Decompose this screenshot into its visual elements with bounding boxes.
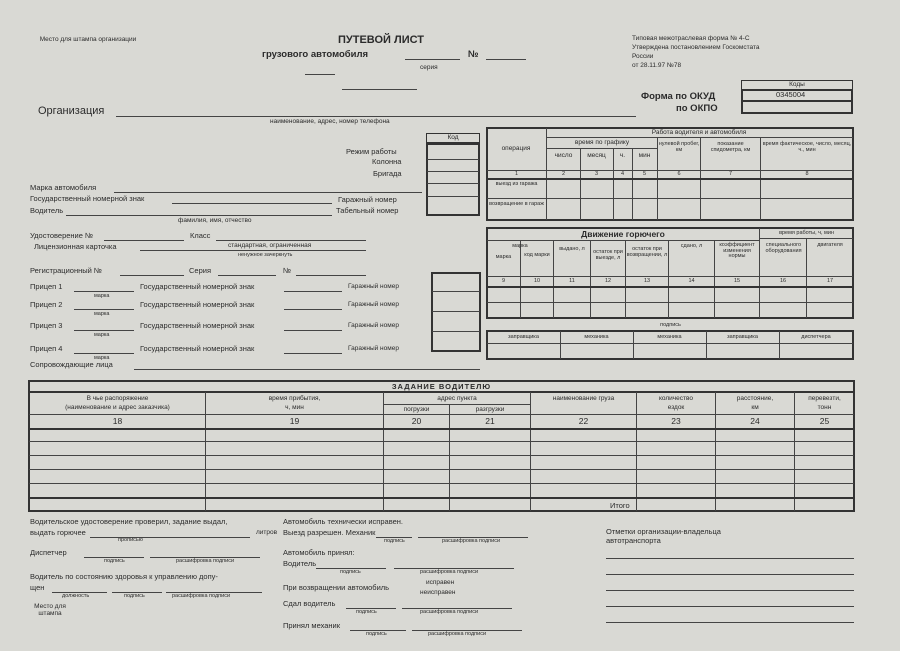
signer-5: диспетчера [801, 334, 831, 340]
fuel-amount-field[interactable] [90, 537, 250, 538]
trailer-4-state-label: Государственный номерной знак [140, 344, 255, 353]
trailer-1-state-field[interactable] [284, 291, 342, 292]
code-row-line [427, 171, 479, 172]
return-ok-option[interactable]: исправен [426, 579, 455, 586]
task-total-label: Итого [610, 501, 630, 510]
signer-3: механика [657, 334, 682, 340]
mechanic-name-hint: расшифровка подписи [442, 538, 501, 544]
column-label: Колонна [372, 157, 402, 166]
health-name-hint: расшифровка подписи [172, 593, 231, 599]
signer-2: механика [584, 334, 609, 340]
fuel-grid-line [487, 276, 853, 277]
fuel-brand-group: марка [512, 243, 528, 249]
brigade-label: Бригада [373, 169, 402, 178]
work-col-1: 1 [514, 171, 519, 177]
footer-left-2: выдать горючее [30, 528, 86, 537]
escort-label: Сопровождающие лица [30, 360, 113, 369]
work-col-6: 6 [677, 171, 681, 177]
fuel-sign-title: подпись [660, 322, 681, 328]
task-col-tons-sub: тонн [817, 404, 832, 411]
org-marks-line-5[interactable] [606, 622, 854, 623]
work-grid-line [487, 170, 853, 171]
task-num-18: 18 [112, 416, 123, 426]
fuel-handed-header: сдано, л [680, 243, 703, 249]
task-row [29, 497, 854, 499]
okud-label: Форма по ОКУД [641, 91, 716, 102]
number-field[interactable] [486, 59, 526, 60]
footer-left-words: прописью [118, 537, 143, 543]
work-mode-label: Режим работы [346, 147, 397, 156]
fuel-title: Движение горючего [581, 229, 665, 239]
okpo-label: по ОКПО [676, 103, 718, 114]
task-col-distance-sub: км [751, 404, 759, 411]
trailer-4-brand-field[interactable] [74, 353, 134, 354]
received-sign-hint: подпись [366, 631, 387, 637]
code-row-line [427, 159, 479, 160]
fuel-col-13: 13 [643, 278, 651, 284]
driver-accept-sign-hint: подпись [340, 569, 361, 575]
trailer-1-state-label: Государственный номерной знак [140, 282, 255, 291]
trailer-2-brand-field[interactable] [74, 309, 134, 310]
task-grid-line [29, 414, 854, 415]
trailer-3-brand-hint: марка [94, 332, 110, 338]
signer-1: заправщика [508, 334, 539, 340]
task-col-tons: перевезти, [808, 395, 841, 402]
form-info-3: России [632, 53, 654, 60]
fuel-col-14: 14 [688, 278, 695, 284]
trailer-2-brand-hint: марка [94, 311, 110, 317]
org-field[interactable] [116, 116, 636, 117]
work-day-header: число [554, 152, 573, 159]
form-info-1: Типовая межотраслевая форма № 4-С [632, 35, 750, 42]
task-num-25: 25 [819, 416, 830, 426]
work-title: Работа водителя и автомобиля [651, 129, 747, 136]
driver-hint: фамилия, имя, отчество [178, 217, 252, 224]
state-number-field[interactable] [172, 203, 332, 204]
fuel-col-10: 10 [533, 278, 541, 284]
trailer-3-state-field[interactable] [284, 330, 342, 331]
task-col-arrival: время прибытия, [268, 395, 321, 402]
footer-mid-accepted: Автомобиль принял: [283, 548, 355, 557]
footer-mid-received: Принял механик [283, 621, 341, 630]
code-row-line [427, 183, 479, 184]
task-col-distance: расстояние, [736, 395, 774, 402]
license-card-field[interactable] [140, 250, 366, 251]
trailer-2-state-field[interactable] [284, 309, 342, 310]
trailer-1-brand-field[interactable] [74, 291, 134, 292]
work-actual-time-header: время фактическое, число, месяц, ч., мин [762, 141, 852, 153]
work-col-7: 7 [728, 171, 733, 177]
return-broken-option[interactable]: неисправен [420, 589, 456, 596]
fuel-col-9: 9 [501, 278, 506, 284]
trailer-4-label: Прицеп 4 [30, 344, 63, 353]
handed-sign-hint: подпись [356, 609, 377, 615]
trailer-4-brand-hint: марка [94, 355, 110, 361]
fuel-remain-in-header: остаток при возвращении, л [626, 246, 668, 258]
trailer-code-line [432, 311, 480, 312]
work-grid-line [487, 178, 853, 180]
equip-special-header: специального оборудования [765, 242, 802, 254]
form-info-2: Утверждена постановлением Госкомстата [632, 44, 760, 51]
work-month-header: месяц [587, 152, 606, 159]
fuel-grid-line [806, 238, 807, 318]
tab-number-label: Табельный номер [336, 206, 399, 215]
work-hours-header: ч. [619, 152, 626, 159]
page-title: ПУТЕВОЙ ЛИСТ [338, 34, 425, 46]
work-col-2: 2 [561, 171, 566, 177]
work-schedule-header: время по графику [574, 139, 630, 146]
task-col-customer-sub: (наименование и адрес заказчика) [65, 404, 170, 411]
car-brand-label: Марка автомобиля [30, 183, 97, 192]
trailer-3-label: Прицеп 3 [30, 321, 63, 330]
task-address-header: адрес пункта [437, 395, 477, 402]
task-row [29, 483, 854, 484]
trailer-codes-box [431, 272, 481, 352]
reg-number-label: Регистрационный № [30, 266, 102, 275]
escort-field[interactable] [134, 369, 480, 370]
footer-mid-1: Автомобиль технически исправен. [283, 517, 403, 526]
work-zero-run-header: нулевой пробег, км [658, 141, 700, 153]
health-position-hint: должность [62, 593, 90, 599]
task-num-21: 21 [485, 416, 495, 426]
fuel-grid-line [487, 240, 759, 241]
task-grid-line [530, 392, 531, 511]
reg-no-field[interactable] [296, 275, 366, 276]
fuel-col-12: 12 [604, 278, 612, 284]
dispatcher-sign-hint: подпись [104, 558, 125, 564]
fuel-grid-line [487, 286, 853, 288]
footer-mid-driver: Водитель [283, 559, 317, 568]
driver-field[interactable] [66, 215, 332, 216]
license-hint-2: ненужное зачеркнуть [238, 252, 293, 258]
code-label: Код [447, 134, 459, 141]
handed-name-hint: расшифровка подписи [420, 609, 479, 615]
task-row [29, 469, 854, 470]
work-odometer-header: показание спидометра, км [710, 141, 751, 153]
task-col-unloading: разгрузки [475, 406, 505, 413]
work-col-4: 4 [620, 171, 625, 177]
org-hint: наименование, адрес, номер телефона [270, 118, 390, 125]
task-row [29, 441, 854, 442]
task-col-loading: погрузки [403, 406, 430, 413]
fuel-coef-header: коэффициент изменения нормы [719, 242, 755, 259]
work-grid-line [487, 198, 853, 199]
fuel-issued-header: выдано, л [559, 246, 585, 252]
task-grid-line [29, 428, 854, 430]
codes-label: Коды [789, 81, 805, 88]
footer-left-dispatcher: Диспетчер [30, 548, 67, 557]
okud-code: 0345004 [776, 90, 806, 99]
task-col-customer: В чье распоряжение [86, 395, 149, 402]
date-day-field[interactable] [305, 74, 335, 75]
work-grid-line [547, 148, 657, 149]
car-brand-field[interactable] [114, 192, 422, 193]
work-row-return: возвращение в гараж [489, 201, 544, 207]
task-row [29, 455, 854, 456]
fuel-col-15: 15 [733, 278, 741, 284]
fuel-col-16: 16 [779, 278, 787, 284]
trailer-2-state-label: Государственный номерной знак [140, 300, 255, 309]
trailer-4-garage-label: Гаражный номер [348, 345, 399, 352]
trailer-code-line [432, 331, 480, 332]
reg-series-field[interactable] [218, 275, 276, 276]
vehicle-codes-box [426, 143, 480, 216]
class-field[interactable] [216, 240, 366, 241]
task-num-19: 19 [289, 416, 300, 426]
task-col-arrival-sub: ч, мин [285, 404, 304, 411]
task-col-trips: количество [658, 395, 694, 402]
trailer-3-brand-field[interactable] [74, 330, 134, 331]
stamp-place-label: Место для штампа организации [39, 36, 137, 43]
page-subtitle: грузового автомобиля [262, 49, 369, 60]
mechanic-sign-hint: подпись [384, 538, 405, 544]
task-col-trips-sub: ездок [667, 404, 685, 411]
org-label: Организация [38, 105, 105, 117]
fuel-grid-line [487, 302, 853, 303]
series-label: серия [420, 64, 438, 71]
fuel-col-17: 17 [826, 278, 834, 284]
fuel-code-header: код марки [524, 252, 550, 258]
footer-stamp-place: Место для штампа [34, 603, 66, 617]
fuel-grid-line [759, 228, 760, 318]
org-marks-line-1[interactable] [606, 558, 854, 559]
fuel-sign-line [487, 343, 853, 344]
trailer-1-garage-label: Гаражный номер [348, 283, 399, 290]
org-marks-line-3[interactable] [606, 590, 854, 591]
org-marks-line-2[interactable] [606, 574, 854, 575]
work-minutes-header: мин [638, 152, 651, 159]
date-month-field[interactable] [342, 89, 417, 90]
task-num-24: 24 [750, 416, 760, 426]
received-name-hint: расшифровка подписи [428, 631, 487, 637]
reg-series-label: Серия [189, 266, 212, 275]
work-operation-header: операция [501, 145, 531, 152]
footer-mid-return: При возвращении автомобиль [283, 583, 390, 592]
trailer-3-state-label: Государственный номерной знак [140, 321, 255, 330]
driver-label: Водитель [30, 206, 64, 215]
engine-header: двигателя [817, 242, 843, 248]
trailer-1-brand-hint: марка [94, 293, 110, 299]
work-row-departure: выезд из гаража [495, 181, 538, 187]
dispatcher-name-hint: расшифровка подписи [176, 558, 235, 564]
fuel-remain-out-header: остаток при выезде, л [593, 249, 623, 261]
task-grid-line [384, 404, 530, 405]
work-col-5: 5 [642, 171, 647, 177]
work-col-8: 8 [805, 171, 809, 177]
license-hint: стандартная, ограниченная [228, 242, 312, 249]
work-col-3: 3 [594, 171, 599, 177]
series-field[interactable] [405, 59, 460, 60]
trailer-2-label: Прицеп 2 [30, 300, 63, 309]
state-number-label: Государственный номерной знак [30, 194, 145, 203]
signer-4: заправщика [727, 334, 758, 340]
license-field[interactable] [104, 240, 184, 241]
reg-number-field[interactable] [120, 275, 184, 276]
footer-left-1: Водительское удостоверение проверил, задание выдал, [30, 517, 228, 526]
task-grid-line [29, 391, 854, 393]
task-col-cargo: наименование груза [552, 395, 615, 402]
class-label: Класс [190, 231, 211, 240]
task-title: ЗАДАНИЕ ВОДИТЕЛЮ [391, 382, 492, 391]
okpo-cell[interactable] [741, 100, 853, 114]
trailer-2-garage-label: Гаражный номер [348, 301, 399, 308]
trailer-3-garage-label: Гаражный номер [348, 322, 399, 329]
footer-left-health: Водитель по состоянию здоровья к управлению допу- [30, 572, 218, 581]
fuel-brand-header: марка [495, 254, 512, 260]
org-marks-line-4[interactable] [606, 606, 854, 607]
license-label: Удостоверение № [30, 231, 94, 240]
footer-mid-handed: Сдал водитель [283, 599, 336, 608]
footer-mid-2: Выезд разрешен. Механик [283, 528, 376, 537]
footer-left-admitted: щен [30, 583, 45, 592]
code-row-line [427, 196, 479, 197]
footer-right-title: Отметки организации-владельца автотранспорта [606, 527, 721, 545]
garage-number-label: Гаражный номер [338, 195, 397, 204]
footer-left-liters: литров [256, 529, 278, 536]
trailer-4-state-field[interactable] [284, 353, 342, 354]
fuel-col-11: 11 [569, 278, 575, 284]
task-num-22: 22 [578, 416, 589, 426]
health-sign-hint: подпись [124, 593, 145, 599]
number-label: № [468, 49, 479, 60]
trailer-code-line [432, 291, 480, 292]
form-info-4: от 28.11.97 №78 [632, 62, 682, 69]
equip-title: время работы, ч, мин [779, 230, 834, 236]
task-num-20: 20 [411, 416, 422, 426]
driver-accept-name-hint: расшифровка подписи [420, 569, 479, 575]
trailer-1-label: Прицеп 1 [30, 282, 63, 291]
task-num-23: 23 [671, 416, 681, 426]
reg-no-label: № [283, 266, 292, 275]
license-card-label: Лицензионная карточка [34, 242, 117, 251]
